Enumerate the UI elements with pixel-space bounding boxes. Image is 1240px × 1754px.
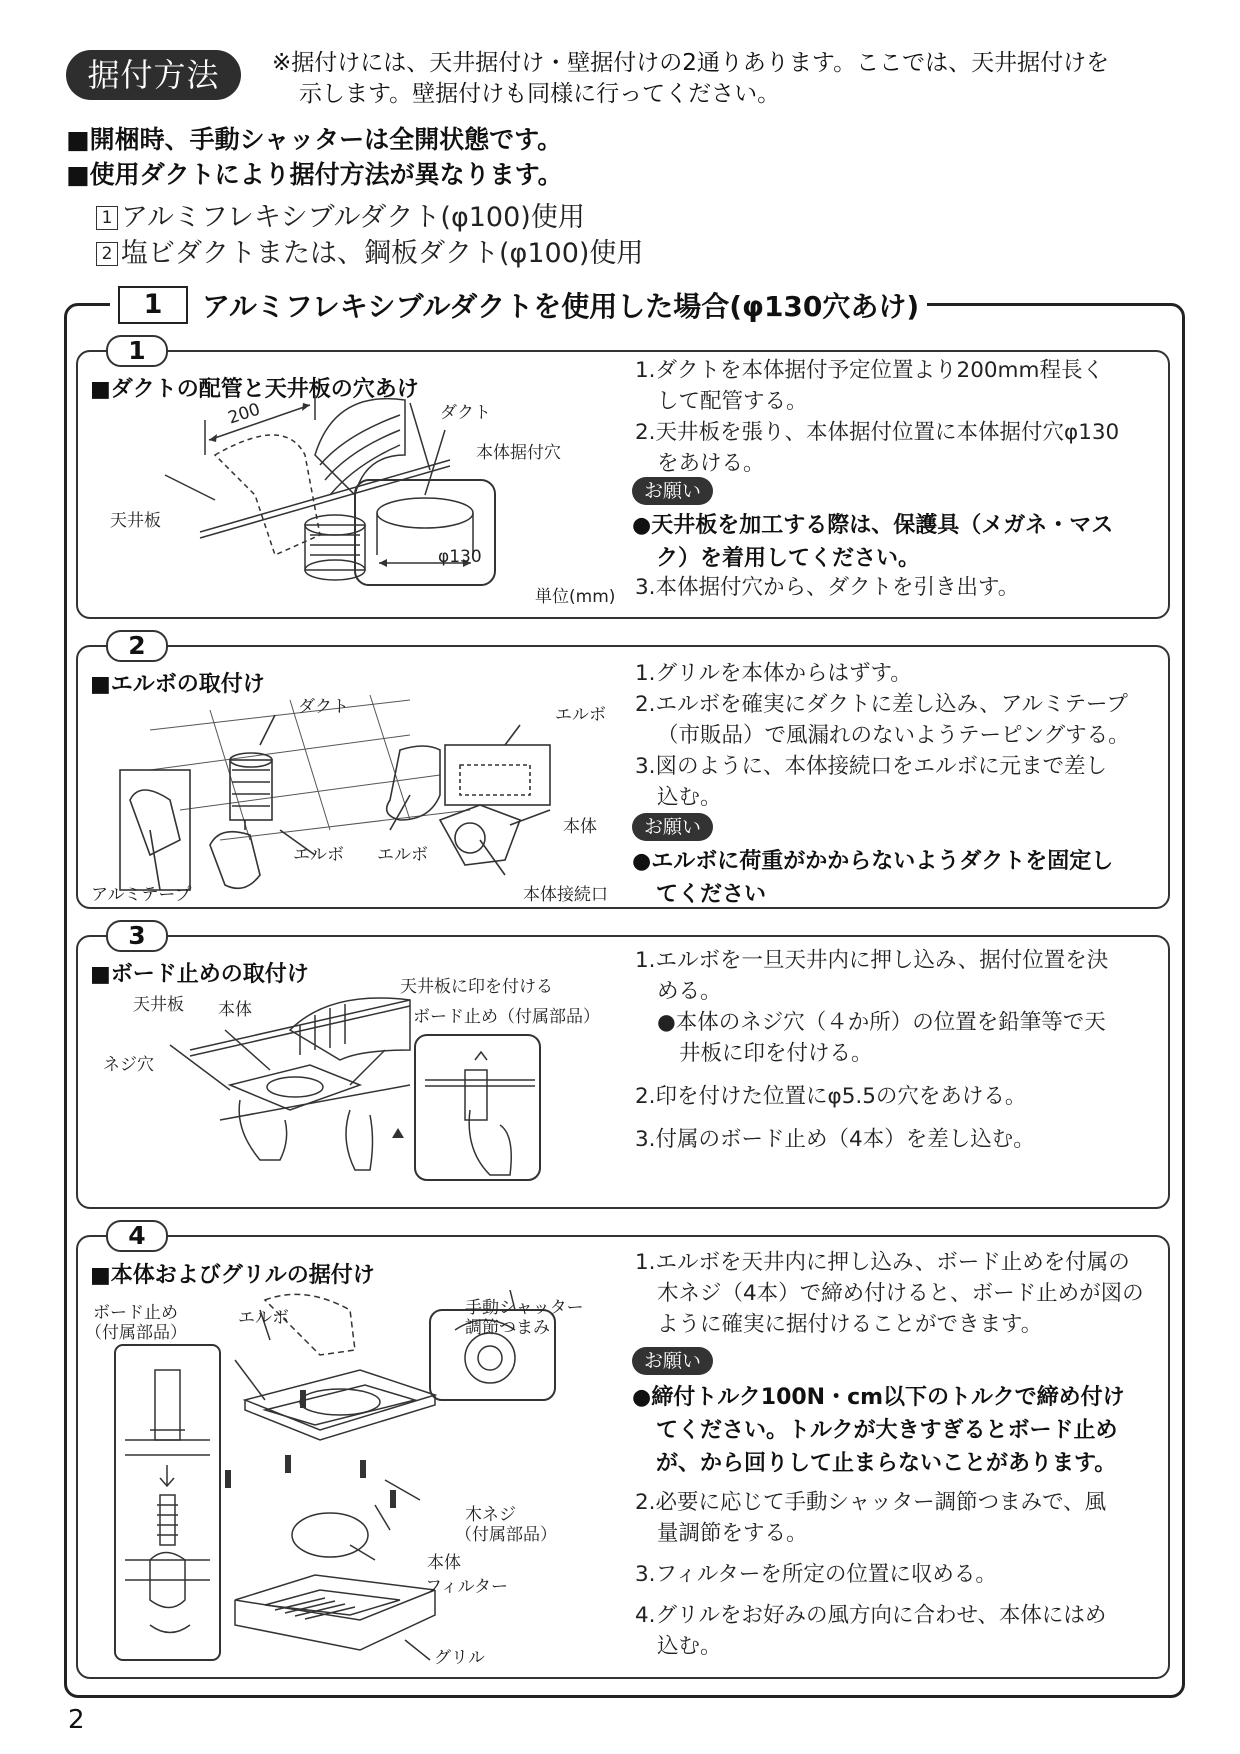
item-line: ●本体のネジ穴（４か所）の位置を鉛筆等で天 [657, 1010, 1106, 1035]
section-badge: 据付方法 [66, 50, 241, 100]
label-body-2: 本体 [563, 817, 597, 837]
step-4-number: 4 [106, 1220, 168, 1252]
step-1-item-1 [635, 355, 1165, 417]
step-2-title: ■エルボの取付け [90, 672, 265, 697]
step-2-illustration [110, 690, 630, 900]
item-line: 本体据付穴から、ダクトを引き出す。 [655, 575, 1020, 600]
step-4-item-4 [635, 1600, 1170, 1662]
step-4-item-1 [635, 1247, 1170, 1340]
step-1-item-3 [635, 572, 1019, 603]
step-4-item-2 [635, 1487, 1170, 1549]
step-2-text [635, 658, 1170, 813]
step-4-warning [632, 1381, 1172, 1480]
label-hole: 本体据付穴 [476, 443, 561, 463]
item-number: 3. [635, 1562, 656, 1587]
onegai-badge: お願い [632, 477, 713, 505]
onegai-badge: お願い [632, 813, 713, 841]
item-line: 込む。 [657, 1634, 722, 1659]
step-4-item-3 [635, 1559, 1170, 1590]
item-line: 必要に応じて手動シャッター調節つまみで、風 [655, 1490, 1107, 1515]
warning-line: が、から回りして止まらないことがあります。 [656, 1451, 1117, 1476]
item-line: エルボを一旦天井内に押し込み、据付位置を決 [655, 948, 1109, 973]
item-line: をあける。 [657, 451, 765, 476]
item-number: 4. [635, 1603, 656, 1628]
step-2-item-3 [635, 751, 1170, 813]
label-wood-screw-2: （付属部品） [455, 1525, 557, 1545]
item-number: 2. [635, 1084, 656, 1109]
item-line: 量調節をする。 [657, 1521, 808, 1546]
item-number: 2. [635, 1490, 656, 1515]
item-line: 付属のボード止め（4本）を差し込む。 [655, 1127, 1035, 1152]
item-line: グリルをお好みの風方向に合わせ、本体にはめ [655, 1603, 1107, 1628]
label-dia: φ130 [438, 547, 482, 567]
step-3-text [635, 945, 1170, 1155]
step-3-subitem [635, 1007, 1170, 1069]
item-line: 図のように、本体接続口をエルボに元まで差し [655, 754, 1108, 779]
step-1-item-2 [635, 417, 1165, 479]
step-1-number: 1 [106, 335, 168, 367]
item-number: 1. [635, 1250, 656, 1275]
item-number: 1. [635, 358, 656, 383]
step-4-more [635, 1487, 1170, 1662]
item-line: エルボを天井内に押し込み、ボード止めを付属の [655, 1250, 1130, 1275]
label-grille: グリル [434, 1648, 485, 1668]
section-number: 1 [118, 286, 188, 324]
section-title: アルミフレキシブルダクトを使用した場合(φ130穴あけ) [202, 290, 920, 323]
section-heading [110, 283, 927, 327]
option-2 [96, 231, 643, 270]
item-number: 2. [635, 692, 656, 717]
step-1-warning [632, 509, 1167, 575]
warning-line: ●締付トルク100N・cm以下のトルクで締め付け [632, 1385, 1125, 1410]
warning-line: ●天井板を加工する際は、保護具（メガネ・マス [632, 513, 1114, 538]
item-line: 天井板を張り、本体据付位置に本体据付穴φ130 [655, 420, 1120, 445]
page-number: 2 [68, 1705, 85, 1735]
label-port: 本体接続口 [523, 885, 608, 905]
item-line: 木ネジ（4本）で締め付けると、ボード止めが図の [657, 1281, 1144, 1306]
item-number: 1. [635, 661, 656, 686]
note-line-1: ※据付けには、天井据付け・壁据付けの2通りあります。ここでは、天井据付けを [272, 50, 1110, 76]
warning-line: てください。トルクが大きすぎるとボード止め [656, 1418, 1118, 1443]
step-3-item-3 [635, 1124, 1170, 1155]
item-number: 3. [635, 754, 656, 779]
label-stopper-4b: （付属部品） [85, 1323, 187, 1343]
warning-line: てください [656, 882, 767, 907]
label-shutter-1: 手動シャッター [465, 1298, 584, 1318]
warning-line: ●エルボに荷重がかからないようダクトを固定し [632, 849, 1114, 874]
step-2-number: 2 [106, 630, 168, 662]
step-2-item-1 [635, 658, 1170, 689]
dim-200: 200 [225, 399, 263, 429]
label-ceiling: 天井板 [110, 511, 161, 531]
bullet-shutter: ■開梱時、手動シャッターは全開状態です。 [66, 125, 563, 154]
item-line: エルボを確実にダクトに差し込み、アルミテープ [655, 692, 1128, 717]
item-number: 2. [635, 420, 656, 445]
label-elbow-top: エルボ [555, 705, 606, 725]
label-alu-tape: アルミテープ [91, 885, 192, 905]
step-1-title: ■ダクトの配管と天井板の穴あけ [90, 377, 419, 402]
option-1 [96, 195, 585, 234]
item-line: ダクトを本体据付予定位置より200mm程長く [655, 358, 1104, 383]
step-4-title: ■本体およびグリルの据付け [90, 1263, 375, 1288]
step-1-illustration [105, 395, 625, 610]
item-line: める。 [657, 979, 722, 1004]
label-duct: ダクト [440, 403, 491, 423]
label-duct-2: ダクト [298, 697, 349, 717]
option-1-number: 1 [96, 206, 118, 230]
item-line: 印を付けた位置にφ5.5の穴をあける。 [655, 1084, 1027, 1109]
item-line: （市販品）で風漏れのないようテーピングする。 [657, 723, 1130, 748]
label-mark: 天井板に印を付ける [400, 977, 553, 997]
label-body-4: 本体 [427, 1553, 461, 1573]
item-line: 込む。 [657, 785, 722, 810]
step-2-warning [632, 845, 1167, 911]
option-2-number: 2 [96, 242, 118, 266]
step-4-illustration [105, 1290, 630, 1680]
option-1-text: アルミフレキシブルダクト(φ100)使用 [121, 202, 585, 233]
warning-line: ク）を着用してください。 [656, 546, 921, 571]
step-3-title: ■ボード止めの取付け [90, 962, 309, 987]
item-number: 3. [635, 575, 656, 600]
item-line: して配管する。 [657, 389, 808, 414]
step-3-item-2 [635, 1081, 1170, 1112]
label-unit: 単位(mm) [535, 587, 616, 607]
bullet-duct: ■使用ダクトにより据付方法が異なります。 [66, 160, 563, 189]
item-number: 3. [635, 1127, 656, 1152]
install-note [272, 48, 1172, 110]
item-line: フィルターを所定の位置に収める。 [655, 1562, 997, 1587]
onegai-badge: お願い [632, 1347, 713, 1375]
item-number: 1. [635, 948, 656, 973]
item-line: グリルを本体からはずす。 [655, 661, 912, 686]
note-line-2: 示します。壁据付けも同様に行ってください。 [299, 81, 781, 107]
label-stopper-4a: ボード止め [93, 1303, 178, 1323]
step-3-item-1 [635, 945, 1170, 1007]
label-elbow-2: エルボ [377, 845, 428, 865]
item-line: 井板に印を付ける。 [679, 1041, 873, 1066]
label-stopper-3: ボード止め（付属部品） [413, 1007, 600, 1027]
label-filter: フィルター [425, 1577, 508, 1597]
label-ceiling-3: 天井板 [133, 995, 184, 1015]
label-shutter-2: 調節つまみ [465, 1318, 550, 1338]
step-3-number: 3 [106, 920, 168, 952]
label-elbow-1: エルボ [293, 845, 344, 865]
option-2-text: 塩ビダクトまたは、鋼板ダクト(φ100)使用 [121, 238, 644, 269]
label-elbow-4: エルボ [238, 1308, 289, 1328]
item-line: ように確実に据付けることができます。 [657, 1312, 1043, 1337]
step-1-text [635, 355, 1165, 479]
label-wood-screw: 木ネジ [465, 1505, 516, 1525]
step-2-item-2 [635, 689, 1170, 751]
label-body-3: 本体 [218, 1000, 252, 1020]
label-screwhole: ネジ穴 [103, 1055, 154, 1075]
